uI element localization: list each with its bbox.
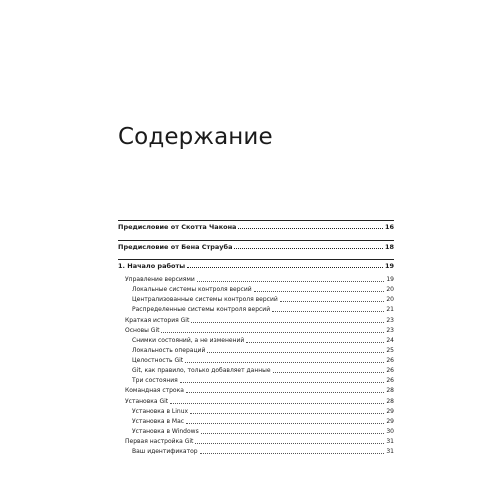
toc-entry-title: Первая настройка Git	[125, 438, 194, 445]
toc-entry-page: 28	[386, 387, 394, 394]
dot-leader	[180, 382, 385, 383]
toc-entry[interactable]	[125, 398, 394, 406]
toc-entry[interactable]	[118, 243, 394, 251]
toc-entry[interactable]	[125, 276, 394, 284]
toc-entry-title: Распределенные системы контроля версий	[132, 306, 271, 313]
toc-entry[interactable]	[132, 306, 394, 314]
toc-entry-title: Управление версиями	[125, 276, 195, 283]
toc-entry[interactable]	[132, 347, 394, 355]
toc-entry-page: 25	[386, 347, 394, 354]
dot-leader	[186, 392, 384, 393]
toc-entry-title: Установка в Mac	[132, 418, 185, 425]
toc-entry-page: 28	[386, 398, 394, 405]
toc-entry[interactable]	[125, 327, 394, 335]
toc-entry-page: 16	[384, 223, 394, 231]
toc-entry-title: Предисловие от Скотта Чакона	[118, 223, 237, 231]
dot-leader	[161, 332, 384, 333]
toc-entry-page: 30	[386, 428, 394, 435]
toc-entry-page: 26	[386, 367, 394, 374]
toc-entry-title: Основы Git	[125, 327, 160, 334]
dot-leader	[191, 322, 384, 323]
dot-leader	[272, 311, 384, 312]
toc-entry-title: Централизованные системы контроля версий	[132, 296, 278, 303]
dot-leader	[170, 403, 384, 404]
toc-entry[interactable]	[132, 367, 394, 375]
toc-entry-title: Три состояния	[132, 377, 178, 384]
toc-entry-page: 20	[386, 296, 394, 303]
toc-entry[interactable]	[125, 317, 394, 325]
dot-leader	[234, 248, 382, 249]
dot-leader	[185, 362, 384, 363]
toc-entry-title: Установка Git	[125, 398, 169, 405]
toc-entry[interactable]	[132, 377, 394, 385]
toc-entry[interactable]	[118, 223, 394, 231]
dot-leader	[273, 372, 385, 373]
divider	[118, 259, 394, 260]
toc-entry-title: Установка в Linux	[132, 408, 189, 415]
toc-entry-title: Git, как правило, только добавляет данные	[132, 367, 271, 374]
toc-entry[interactable]	[132, 296, 394, 304]
toc-entry-page: 23	[386, 317, 394, 324]
dot-leader	[197, 281, 385, 282]
toc-entry-page: 26	[386, 377, 394, 384]
toc-entry-title: Командная строка	[125, 387, 184, 394]
page-title: Содержание	[118, 124, 273, 150]
dot-leader	[238, 228, 383, 229]
toc-entry-title: Снимки состояний, а не изменений	[132, 337, 245, 344]
dot-leader	[186, 423, 384, 424]
dot-leader	[254, 291, 385, 292]
toc-entry[interactable]	[132, 357, 394, 365]
toc-entry-title: Предисловие от Бена Страуба	[118, 243, 233, 251]
toc-entry-title: 1. Начало работы	[118, 262, 186, 270]
toc-entry-page: 18	[384, 243, 394, 251]
toc-entry[interactable]	[125, 438, 394, 446]
dot-leader	[200, 453, 385, 454]
toc-entry-page: 31	[386, 448, 394, 455]
toc-entry[interactable]	[132, 286, 394, 294]
toc-entry-page: 19	[386, 276, 394, 283]
toc-entry[interactable]	[132, 337, 394, 345]
toc-entry[interactable]	[132, 448, 394, 456]
dot-leader	[195, 443, 384, 444]
toc-entry-title: Целостность Git	[132, 357, 184, 364]
dot-leader	[280, 301, 385, 302]
toc-entry[interactable]	[132, 418, 394, 426]
toc-entry[interactable]	[132, 408, 394, 416]
toc-entry-title: Локальные системы контроля версий	[132, 286, 252, 293]
dot-leader	[187, 267, 383, 268]
toc-entry-page: 26	[386, 357, 394, 364]
dot-leader	[190, 413, 384, 414]
toc-entry-page: 21	[386, 306, 394, 313]
toc-entry-title: Ваш идентификатор	[132, 448, 198, 455]
toc-entry-page: 23	[386, 327, 394, 334]
dot-leader	[201, 433, 385, 434]
dot-leader	[246, 342, 384, 343]
divider	[118, 240, 394, 241]
toc-entry-title: Установка в Windows	[132, 428, 199, 435]
toc-entry-page: 31	[386, 438, 394, 445]
toc-entry-title: Локальность операций	[132, 347, 206, 354]
dot-leader	[207, 352, 384, 353]
toc-entry-page: 20	[386, 286, 394, 293]
toc-entry-page: 29	[386, 408, 394, 415]
toc-entry[interactable]	[118, 262, 394, 270]
toc-entry-page: 29	[386, 418, 394, 425]
toc-entry-page: 19	[384, 262, 394, 270]
toc-entry-page: 24	[386, 337, 394, 344]
toc-entry[interactable]	[125, 387, 394, 395]
toc-entry-title: Краткая история Git	[125, 317, 190, 324]
toc-entry[interactable]	[132, 428, 394, 436]
divider	[118, 220, 394, 221]
